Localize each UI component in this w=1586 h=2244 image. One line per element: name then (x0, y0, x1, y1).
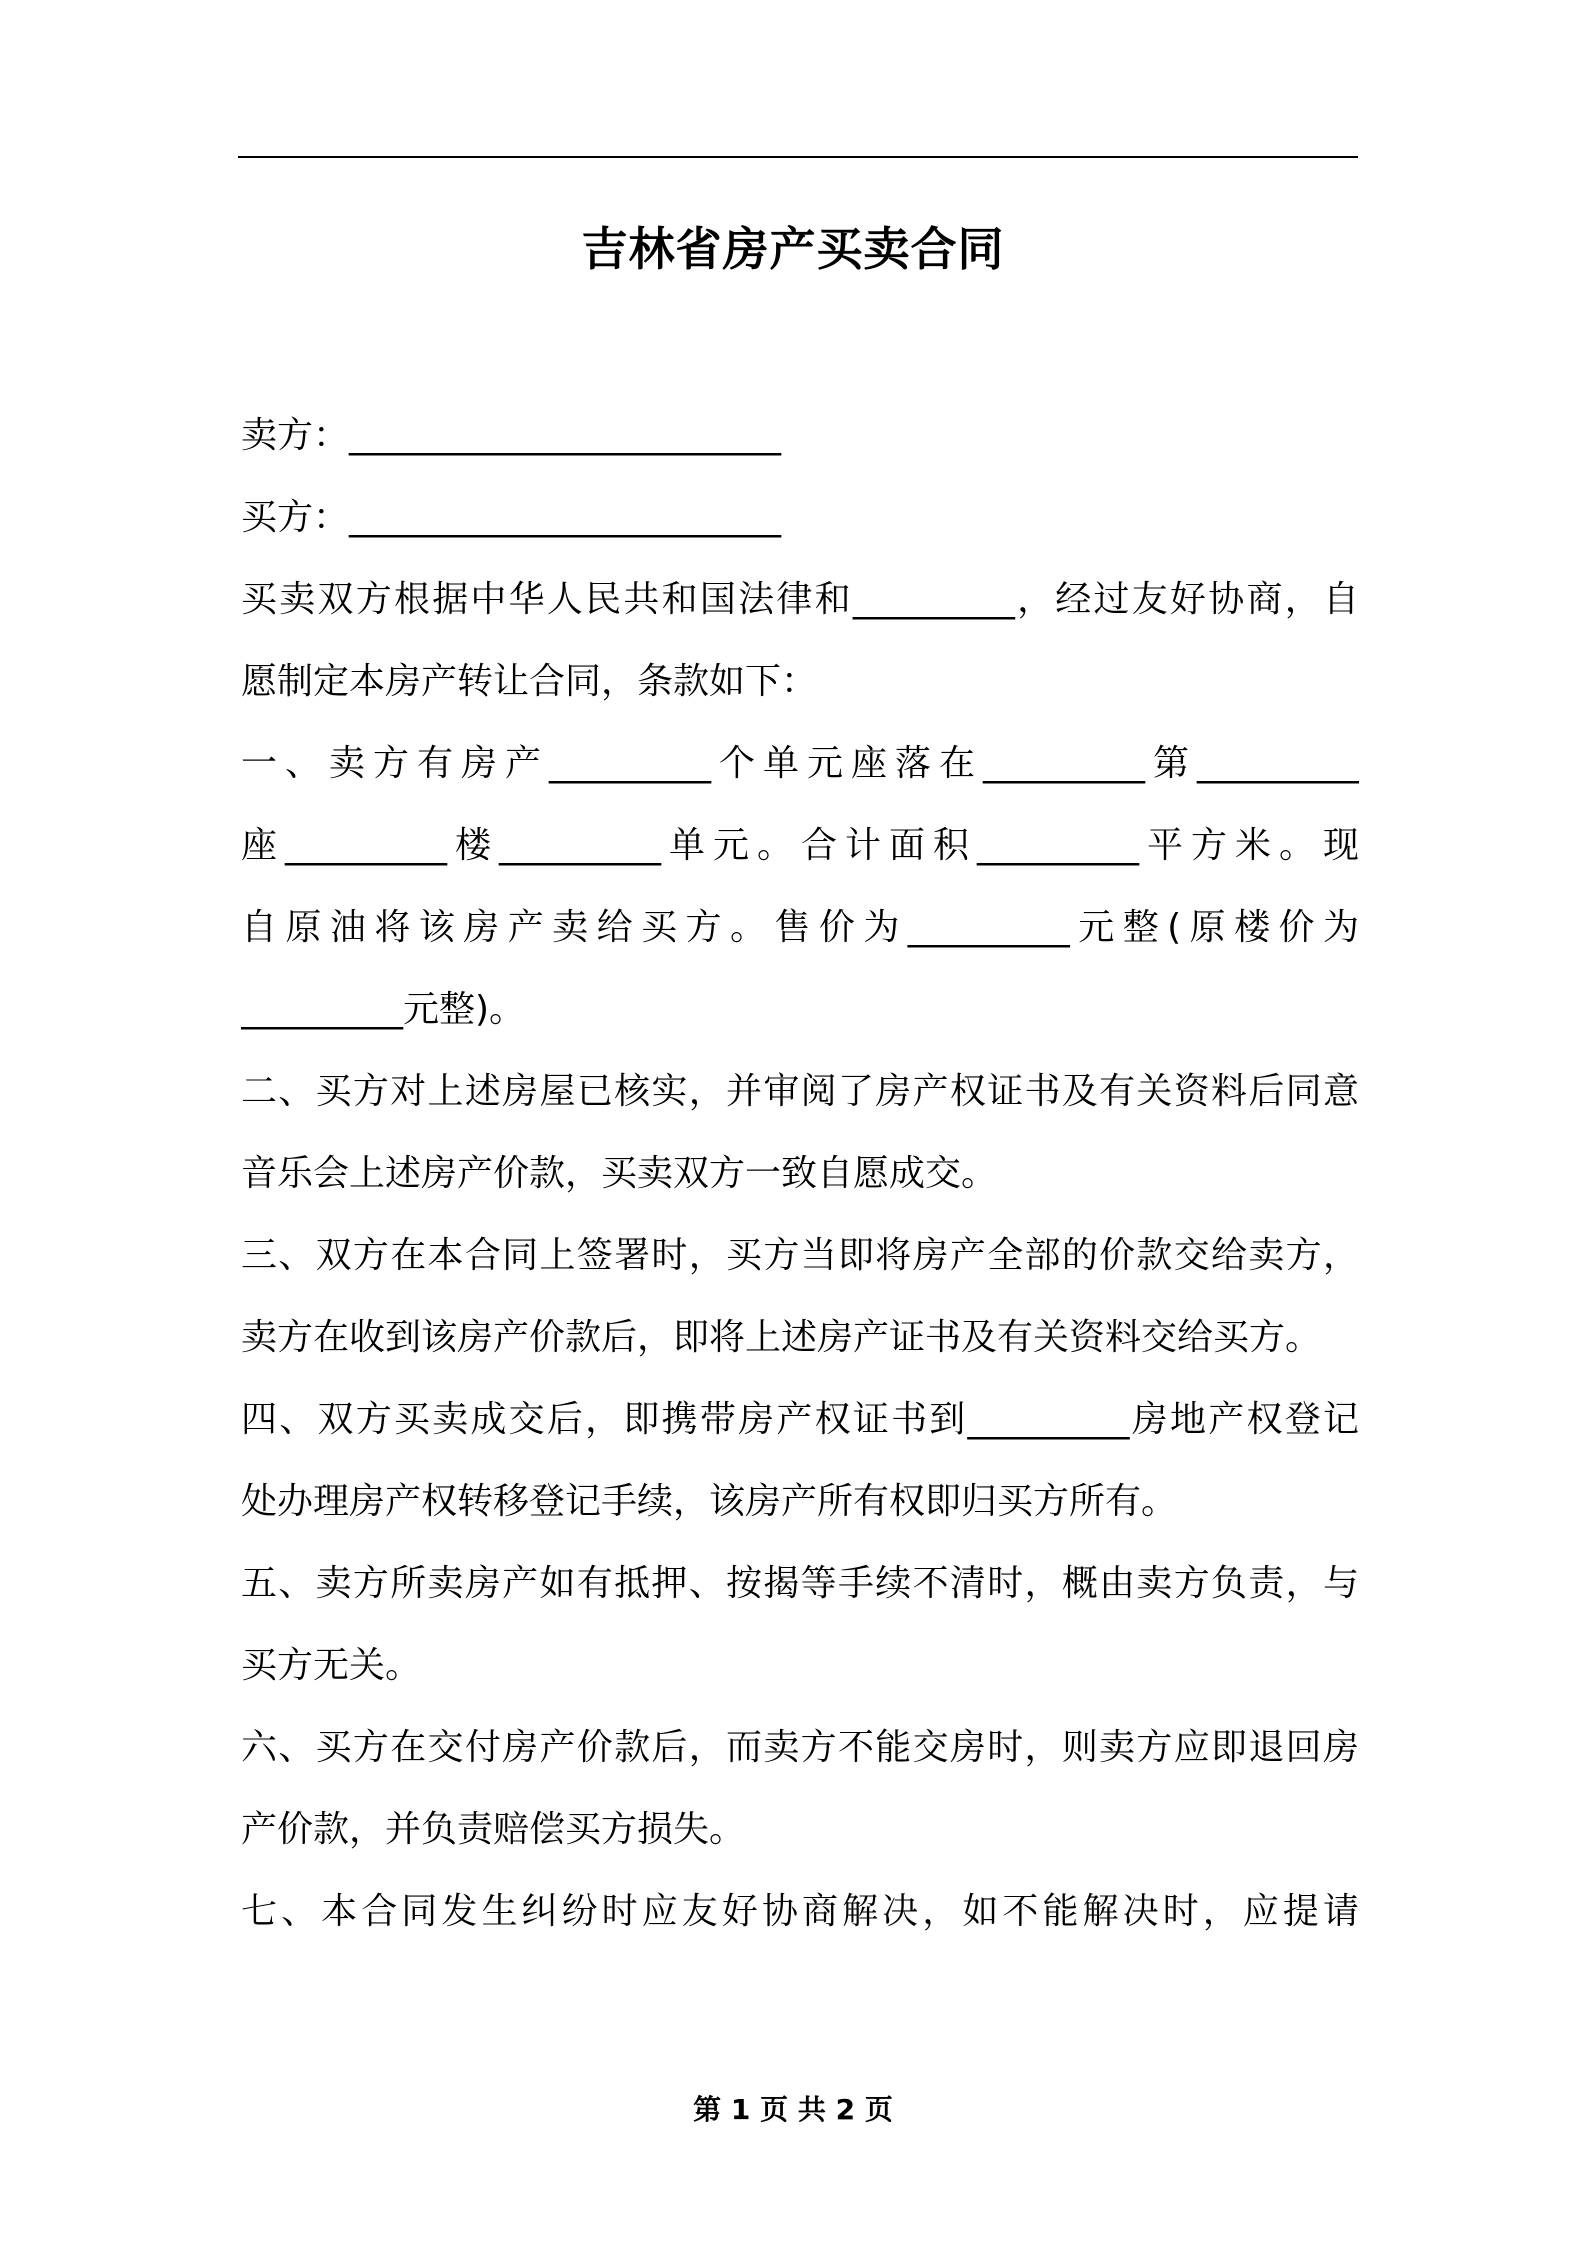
preamble-line-1: 买卖双方根据中华人民共和国法律和_________，经过友好协商，自 (241, 579, 1359, 620)
clause-1-line-3: 自原油将该房产卖给买方。售价为_________元整(原楼价为 (241, 907, 1359, 948)
clause-2-line-1: 二、买方对上述房屋已核实，并审阅了房产权证书及有关资料后同意 (241, 1071, 1359, 1112)
clause-4-line-1: 四、双方买卖成交后，即携带房产权证书到_________房地产权登记 (241, 1399, 1359, 1440)
clause-2-line-2: 音乐会上述房产价款，买卖双方一致自愿成交。 (241, 1153, 998, 1194)
clause-1-line-4: _________元整)。 (241, 989, 526, 1030)
clause-6-line-2: 产价款，并负责赔偿买方损失。 (241, 1809, 746, 1850)
clause-1-line-2: 座_________楼_________单元。合计面积_________平方米。现 (241, 825, 1359, 866)
page-title: 吉林省房产买卖合同 (581, 222, 1005, 276)
page-number: 第 1 页 共 2 页 (693, 2093, 893, 2126)
buyer-line: 买方：________________________ (241, 497, 782, 538)
clause-6-line-1: 六、买方在交付房产价款后，而卖方不能交房时，则卖方应即退回房 (241, 1727, 1359, 1768)
clause-7-line-1: 七、本合同发生纠纷时应友好协商解决，如不能解决时，应提请 (241, 1891, 1359, 1932)
clause-4-line-2: 处办理房产权转移登记手续，该房产所有权即归买方所有。 (241, 1481, 1178, 1522)
clause-5-line-2: 买方无关。 (241, 1645, 422, 1686)
seller-line: 卖方：________________________ (241, 415, 782, 456)
clause-1-line-1: 一、卖方有房产_________个单元座落在_________第_________ (241, 743, 1359, 784)
clause-3-line-1: 三、双方在本合同上签署时，买方当即将房产全部的价款交给卖方， (241, 1235, 1359, 1276)
clause-5-line-1: 五、卖方所卖房产如有抵押、按揭等手续不清时，概由卖方负责，与 (241, 1563, 1359, 1604)
header-rule (238, 156, 1358, 158)
clause-3-line-2: 卖方在收到该房产价款后，即将上述房产证书及有关资料交给买方。 (241, 1317, 1322, 1358)
preamble-line-2: 愿制定本房产转让合同，条款如下： (241, 661, 818, 702)
